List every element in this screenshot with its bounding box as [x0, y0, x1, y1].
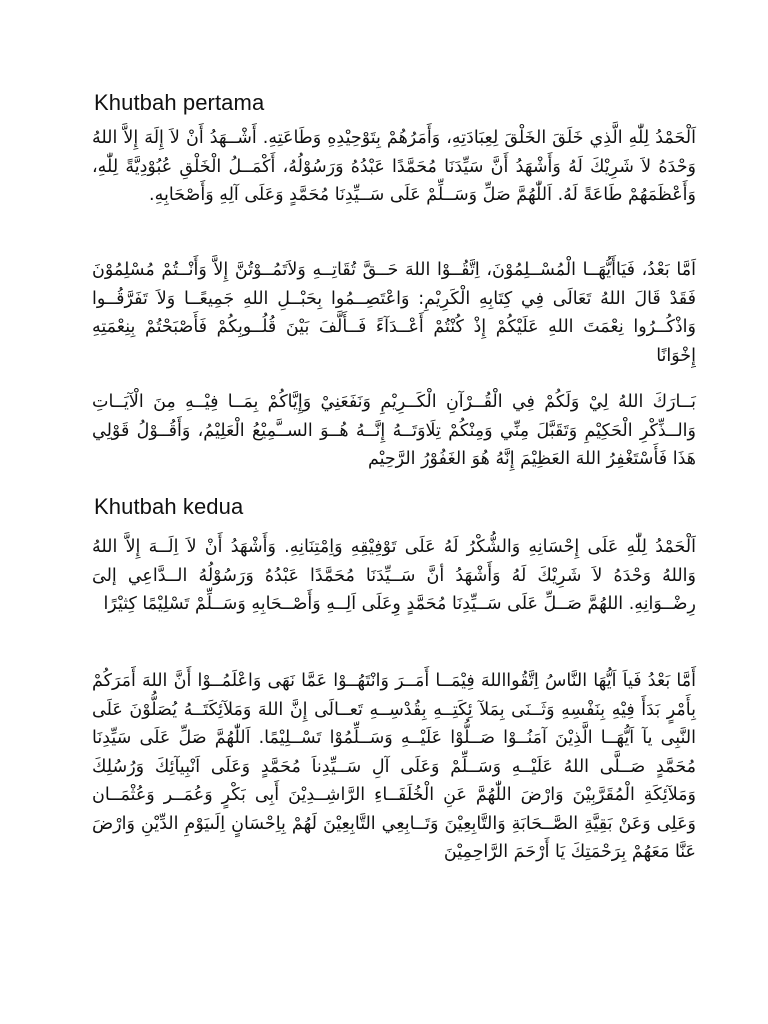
arabic-paragraph: اَلْحَمْدُ لِلّٰهِ الَّذِي خَلَقَ الخَلْقَ لِعِبَادَتِهِ، وَأَمَرُهُمْ بِتَوْحِيْدِهِ وَطَاعَتِهِ. أَشْــهَدُ أَنْ لاَ إِلَهَ إِلاَّ اللهُ وَحْدَهُ لاَ شَرِيْكَ لَهُ وَأَشْهَدُ أَنَّ سَيِّدَنَا مُحَمَّدًا عَبْدُهُ وَرَسُوْلُهُ، أَكْمَــلُ الْخَلْقِ عُبُوْدِيَّةً لِلّٰهِ، وَأَعْظَمَهُمْ طَاعَةً لَهُ. اَللّٰهُمَّ صَلِّ وَسَــلِّمْ عَلَى سَــيِّدِنَا مُحَمَّدٍ وَعَلَى آلِهِ وَأَصْحَابِهِ. [92, 128, 696, 205]
arabic-paragraph: اَمَّا بَعْدُ، فَيَاأَيُّهَــا الْمُسْــلِمُوْنَ، اِتَّقُــوْا اللهَ حَــقَّ تُقَاتِــهِ وَلاَتَمُــوْتُنَّ إِلاَّ وَأَنْــتُمْ مُسْلِمُوْنَ فَقَدْ قَالَ اللهُ تَعَالَى فِي كِتَابِهِ الْكَرِيْمِ: وَاعْتَصِــمُوا بِحَبْــلِ اللهِ جَمِيعًــا وَلاَ تَفَرَّقُــوا وَاذْكُــرُوا نِعْمَتَ اللهِ عَلَيْكُمْ إِذْ كُنْتُمْ أَعْــدَآءً فَــأَلَّفَ بَيْنَ قُلُــوبِكُمْ فَأَصْبَحْتُمْ بِنِعْمَتِهِ إِخْوَانًا [92, 260, 696, 366]
arabic-paragraph: أَمَّا بَعْدُ فَياَ اَيُّهَا النَّاسُ اِتَّقُوااللهَ فِيْمَــا أَمَــرَ وَانْتَهُــوْا عَمَّا نَهَى وَاعْلَمُــوْا أَنَّ اللهَ أَمَرَكُمْ بِأَمْرٍ بَدَأَ فِيْهِ بِنَفْسِهِ وَثَــنَى بِمَلآ ئِكَتِــهِ بِقُدْسِــهِ تَعــالَى إِنَّ اللهَ وَمَلآئِكَتَــهُ يُصَلُّوْنَ عَلَى النَّبِى يآ اَيُّهَــا الَّذِيْنَ آمَنُــوْا صَــلُّوْا عَلَيْــهِ وَسَــلِّمُوْا تَسْــلِيْمًا. اَللّٰهُمَّ صَلِّ عَلَى سَيِّدِنَا مُحَمَّدٍ صَــلَّى اللهُ عَلَيْــهِ وَسَــلِّمْ وَعَلَى آلِ سَــيِّدِناَ مُحَمَّدٍ وَعَلَى اَنْبِيآئِكَ وَرُسُلِكَ وَمَلآئِكَةِ الْمُقَرَّبِيْنَ وَارْضَ اللّٰهُمَّ عَنِ الْخُلَفَــاءِ الرَّاشِــدِيْنَ أَبِى بَكْرٍ وَعُمَــر وَعُثْمَــان وَعَلِى وَعَنْ بَقِيَّةِ الصَّــحَابَةِ وَالتَّابِعِيْنَ وَتَــابِعِي التَّابِعِيْنَ لَهُمْ بِاِحْسَانٍ اِلَىيَوْمِ الدِّيْنِ وَارْضَ عَنَّا مَعَهُمْ بِرَحْمَتِكَ يَا أَرْحَمَ الرَّاحِمِيْنَ [92, 671, 696, 862]
heading-khutbah-pertama: Khutbah pertama [94, 90, 265, 115]
arabic-paragraph: بَــارَكَ اللهُ لِيْ وَلَكُمْ فِي الْقُــرْآنِ الْكَــرِيْمِ وَنَفَعَنِيْ وَإِيَّاكُمْ بِمَــا فِيْــهِ مِنَ الْآيَــاتِ وَالــذِّكْرِ الْحَكِيْمِ وَتَقَبَّلَ مِنِّي وَمِنْكُمْ تِلَاوَتَــهُ إِنَّــهُ هُــوَ الســَّمِيْعُ الْعَلِيْمُ، وَأَقُــوْلُ قَوْلِي هَذَا فَأَسْتَغْفِرُ اللهَ العَظِيْمَ إِنَّهُ هُوَ الغَفُوْرُ الرَّحِيْم [92, 392, 696, 469]
arabic-paragraph: اَلْحَمْدُ لِلّٰهِ عَلَى إِحْسَانِهِ وَالشُّكْرُ لَهُ عَلَى تَوْفِيْقِهِ وَاِمْتِنَانِهِ. وَأَشْهَدُ أَنْ لاَ اِلَــهَ إِلاَّ اللهُ وَاللهُ وَحْدَهُ لاَ شَرِيْكَ لَهُ وَأَشْهَدُ أنَّ سَــيِّدَنَا مُحَمَّدًا عَبْدُهُ وَرَسُوْلُهُ الــدَّاعِي إلىَ رِضْــوَانِهِ. اللهُمَّ صَــلِّ عَلَى سَــيِّدِنَا مُحَمَّدٍ وِعَلَى اَلِــهِ وَأَصْــحَابِهِ وَسَــلِّمْ تَسْلِيْمًا كِثيْرًا [92, 537, 696, 614]
heading-khutbah-kedua: Khutbah kedua [94, 494, 244, 519]
